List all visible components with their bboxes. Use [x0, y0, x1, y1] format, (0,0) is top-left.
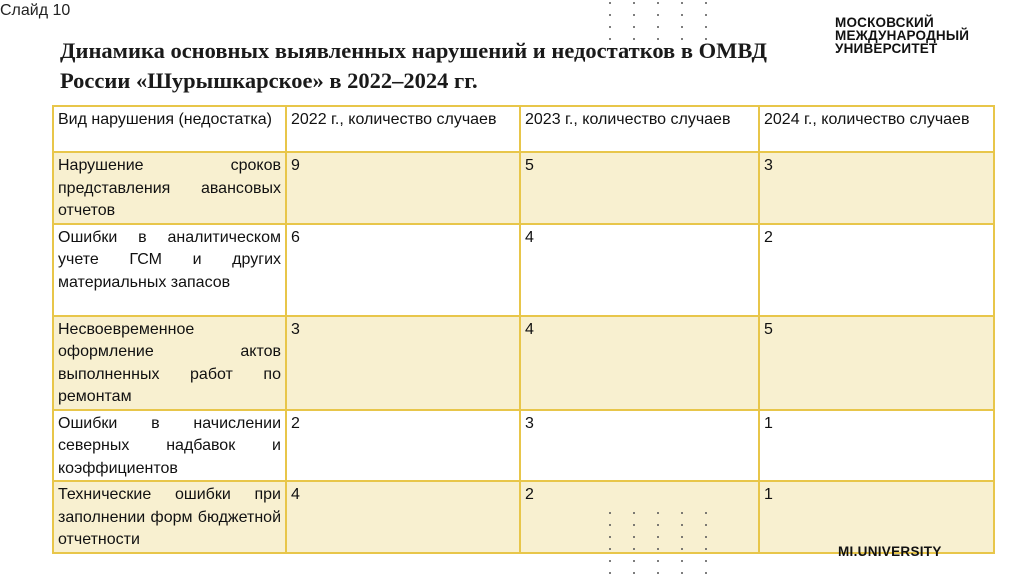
table-row: [53, 316, 994, 410]
row-value-2024: 2: [759, 224, 994, 316]
university-logo: [835, 16, 1024, 55]
row-value-2022: 2: [286, 410, 520, 482]
slide-title: Динамика основных выявленных нарушений и недостатков в ОМВД России «Шурышкарское» в 2022–2024 гг.: [60, 38, 767, 93]
row-value-2023: 5: [520, 152, 759, 224]
row-violation-name: Технические ошибки при заполнении форм бюджетной отчетности: [53, 481, 286, 553]
row-value-2022: 3: [286, 316, 520, 410]
header-cell-violation-type: Вид нарушения (недостатка): [53, 106, 286, 152]
header-cell-2023: 2023 г., количество случаев: [520, 106, 759, 152]
decorative-dot-grid-top: [609, 2, 707, 40]
violations-table: [52, 105, 995, 554]
row-value-2024: 1: [759, 410, 994, 482]
row-value-2023: 4: [520, 224, 759, 316]
row-violation-name: Ошибки в аналитическом учете ГСМ и других материальных запасов: [53, 224, 286, 316]
row-violation-name: Нарушение сроков представления авансовых отчетов: [53, 152, 286, 224]
row-violation-name: Несвоевременное оформление актов выполненных работ по ремонтам: [53, 316, 286, 410]
header-cell-2022: 2022 г., количество случаев: [286, 106, 520, 152]
table-row: [53, 410, 994, 482]
row-violation-name: Ошибки в начислении северных надбавок и коэффициентов: [53, 410, 286, 482]
row-value-2024: 1: [759, 481, 994, 553]
header-cell-2024: 2024 г., количество случаев: [759, 106, 994, 152]
row-value-2023: 3: [520, 410, 759, 482]
row-value-2022: 4: [286, 481, 520, 553]
row-value-2024: 5: [759, 316, 994, 410]
decorative-dot-grid-bottom: [609, 512, 707, 574]
slide-number-label: Слайд 10: [0, 2, 71, 19]
logo-line-3: УНИВЕРСИТЕТ: [835, 41, 938, 56]
row-value-2022: 9: [286, 152, 520, 224]
row-value-2022: 6: [286, 224, 520, 316]
row-value-2024: 3: [759, 152, 994, 224]
table-row: [53, 224, 994, 316]
row-value-2023: 4: [520, 316, 759, 410]
footer-brand: MI.UNIVERSITY: [838, 544, 942, 559]
table-row: [53, 152, 994, 224]
table-row: [53, 481, 994, 553]
logo-line-2: МЕЖДУНАРОДНЫЙ: [835, 28, 970, 43]
table-header-row: [53, 106, 994, 152]
logo-line-1: МОСКОВСКИЙ: [835, 15, 934, 30]
row-value-2023: 2: [520, 481, 759, 553]
